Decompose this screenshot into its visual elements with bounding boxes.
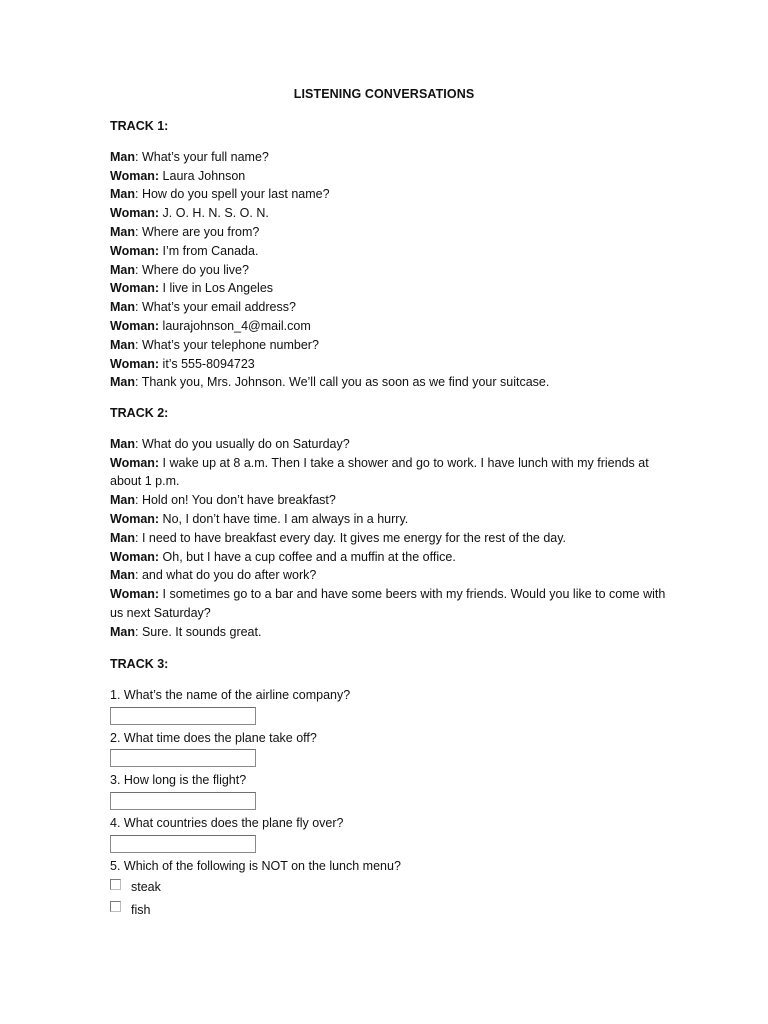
question-3: 3. How long is the flight? <box>110 773 247 788</box>
checkbox-steak[interactable] <box>110 879 121 890</box>
option-fish[interactable] <box>110 901 670 920</box>
dialogue-line <box>110 585 670 623</box>
answer-3-input[interactable] <box>110 792 256 810</box>
dialogue-line <box>110 279 670 298</box>
line-text: : Thank you, Mrs. Johnson. We’ll call you as soon as we find your suitcase. <box>135 375 550 390</box>
answer-2-input[interactable] <box>110 749 256 767</box>
option-label-steak: steak <box>131 879 161 894</box>
line-text: Oh, but I have a cup coffee and a muffin at the office. <box>159 549 456 564</box>
dialogue-line <box>110 204 670 223</box>
speaker-label: Man <box>110 530 135 545</box>
line-text: : Where are you from? <box>135 224 260 239</box>
question-2: 2. What time does the plane take off? <box>110 730 317 745</box>
line-text: : Hold on! You don’t have breakfast? <box>135 493 336 508</box>
answer-1-input[interactable] <box>110 707 256 725</box>
dialogue-line <box>110 317 670 336</box>
speaker-label: Man <box>110 187 135 202</box>
dialogue-line <box>110 223 670 242</box>
dialogue-line <box>110 355 670 374</box>
speaker-label: Man <box>110 337 135 352</box>
dialogue-line <box>110 242 670 261</box>
speaker-label: Woman: <box>110 356 160 371</box>
track-2-heading: TRACK 2: <box>110 406 169 420</box>
dialogue-line <box>110 435 670 454</box>
dialogue-line <box>110 261 670 280</box>
speaker-label: Woman: <box>110 243 160 258</box>
speaker-label: Man <box>110 436 135 451</box>
speaker-label: Man <box>110 624 135 639</box>
line-text: : What do you usually do on Saturday? <box>135 436 350 451</box>
speaker-label: Woman: <box>110 168 160 183</box>
speaker-label: Woman: <box>110 511 160 526</box>
question-1: 1. What’s the name of the airline company? <box>110 687 351 702</box>
speaker-label: Man <box>110 493 135 508</box>
line-text: I sometimes go to a bar and have some beers with my friends. Would you like to come with us next Saturday? <box>110 587 666 620</box>
line-text: : Where do you live? <box>135 262 249 277</box>
line-text: : How do you spell your last name? <box>135 187 330 202</box>
line-text: Laura Johnson <box>159 168 246 183</box>
dialogue-line <box>110 373 670 392</box>
page-title: LISTENING CONVERSATIONS <box>293 87 475 101</box>
speaker-label: Woman: <box>110 587 160 602</box>
line-text: : and what do you do after work? <box>135 568 317 583</box>
speaker-label: Woman: <box>110 549 160 564</box>
speaker-label: Woman: <box>110 281 160 296</box>
speaker-label: Man <box>110 149 135 164</box>
answer-4-input[interactable] <box>110 835 256 853</box>
track-3-heading: TRACK 3: <box>110 657 169 671</box>
line-text: laurajohnson_4@mail.com <box>159 318 311 333</box>
speaker-label: Man <box>110 224 135 239</box>
dialogue-line <box>110 454 670 492</box>
track-2-section <box>110 404 670 642</box>
line-text: : I need to have breakfast every day. It gives me energy for the rest of the day. <box>135 530 567 545</box>
line-text: : What’s your email address? <box>135 300 296 315</box>
track-3-questions <box>110 686 670 920</box>
line-text: : Sure. It sounds great. <box>135 624 262 639</box>
line-text: : What’s your full name? <box>135 149 269 164</box>
dialogue-line <box>110 298 670 317</box>
track-1-section <box>110 117 670 392</box>
speaker-label: Man <box>110 568 135 583</box>
dialogue-line <box>110 491 670 510</box>
dialogue-line <box>110 529 670 548</box>
dialogue-line <box>110 336 670 355</box>
dialogue-line <box>110 566 670 585</box>
line-text: : What’s your telephone number? <box>135 337 319 352</box>
checkbox-fish[interactable] <box>110 901 121 912</box>
line-text: I wake up at 8 a.m. Then I take a shower and go to work. I have lunch with my friends at about 1 p.m. <box>110 455 649 489</box>
line-text: I live in Los Angeles <box>159 281 274 296</box>
track-1-dialogue <box>110 148 670 392</box>
dialogue-line <box>110 623 670 642</box>
speaker-label: Woman: <box>110 455 160 470</box>
line-text: it’s 555-8094723 <box>159 356 255 371</box>
option-label-fish: fish <box>131 902 151 917</box>
speaker-label: Woman: <box>110 318 160 333</box>
speaker-label: Man <box>110 300 135 315</box>
line-text: No, I don’t have time. I am always in a hurry. <box>159 511 409 526</box>
dialogue-line <box>110 167 670 186</box>
dialogue-line <box>110 510 670 529</box>
track-2-dialogue <box>110 435 670 642</box>
speaker-label: Man <box>110 375 135 390</box>
line-text: J. O. H. N. S. O. N. <box>159 206 269 221</box>
question-5: 5. Which of the following is NOT on the lunch menu? <box>110 858 401 873</box>
question-4: 4. What countries does the plane fly over? <box>110 816 344 831</box>
dialogue-line <box>110 148 670 167</box>
option-steak[interactable] <box>110 878 670 897</box>
speaker-label: Woman: <box>110 206 160 221</box>
track-3-section <box>110 655 670 923</box>
track-1-heading: TRACK 1: <box>110 119 169 133</box>
speaker-label: Man <box>110 262 135 277</box>
dialogue-line <box>110 185 670 204</box>
line-text: I’m from Canada. <box>159 243 259 258</box>
dialogue-line <box>110 548 670 567</box>
